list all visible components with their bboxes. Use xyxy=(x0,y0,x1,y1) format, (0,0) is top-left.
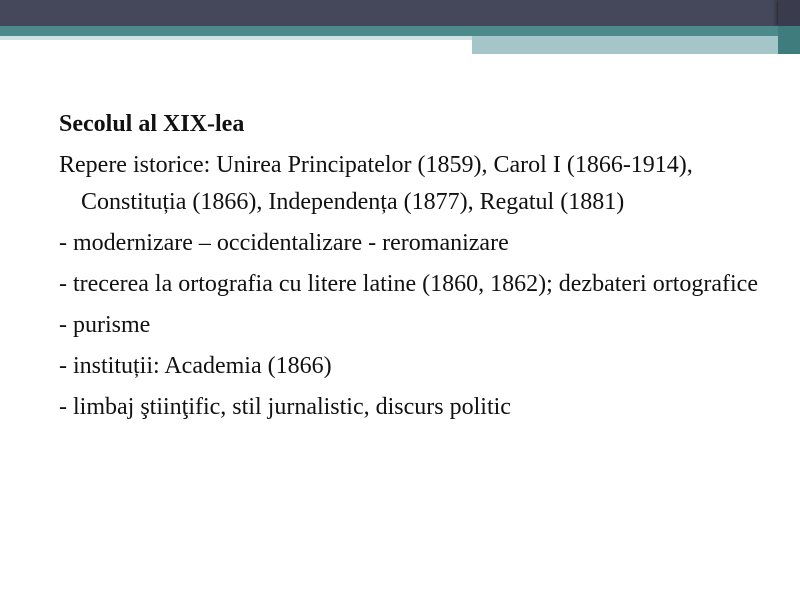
accent-bar xyxy=(0,26,800,36)
accent-bar-light xyxy=(0,36,472,40)
header-bar xyxy=(0,0,800,26)
paragraph-historical-landmarks: Repere istorice: Unirea Principatelor (1859), Carol I (1866-1914), Constituția (1866), Independența (1877), Regatul (1881) xyxy=(59,152,693,215)
paragraph-latin-orthography: - trecerea la ortografia cu litere latine (1860, 1862); dezbateri ortografice xyxy=(59,271,758,297)
header-bar-edge xyxy=(778,0,800,26)
slide-content xyxy=(59,100,779,430)
slide-title: Secolul al XIX-lea xyxy=(59,111,245,137)
paragraph-institutions: - instituții: Academia (1866) xyxy=(59,353,332,379)
accent-bar-right xyxy=(472,36,800,54)
paragraph-purism: - purisme xyxy=(59,312,151,338)
paragraph-modernization: - modernizare – occidentalizare - reromanizare xyxy=(59,230,509,256)
paragraph-language-styles: - limbaj ştiinţific, stil jurnalistic, discurs politic xyxy=(59,394,511,420)
accent-bar-right-edge xyxy=(778,26,800,54)
